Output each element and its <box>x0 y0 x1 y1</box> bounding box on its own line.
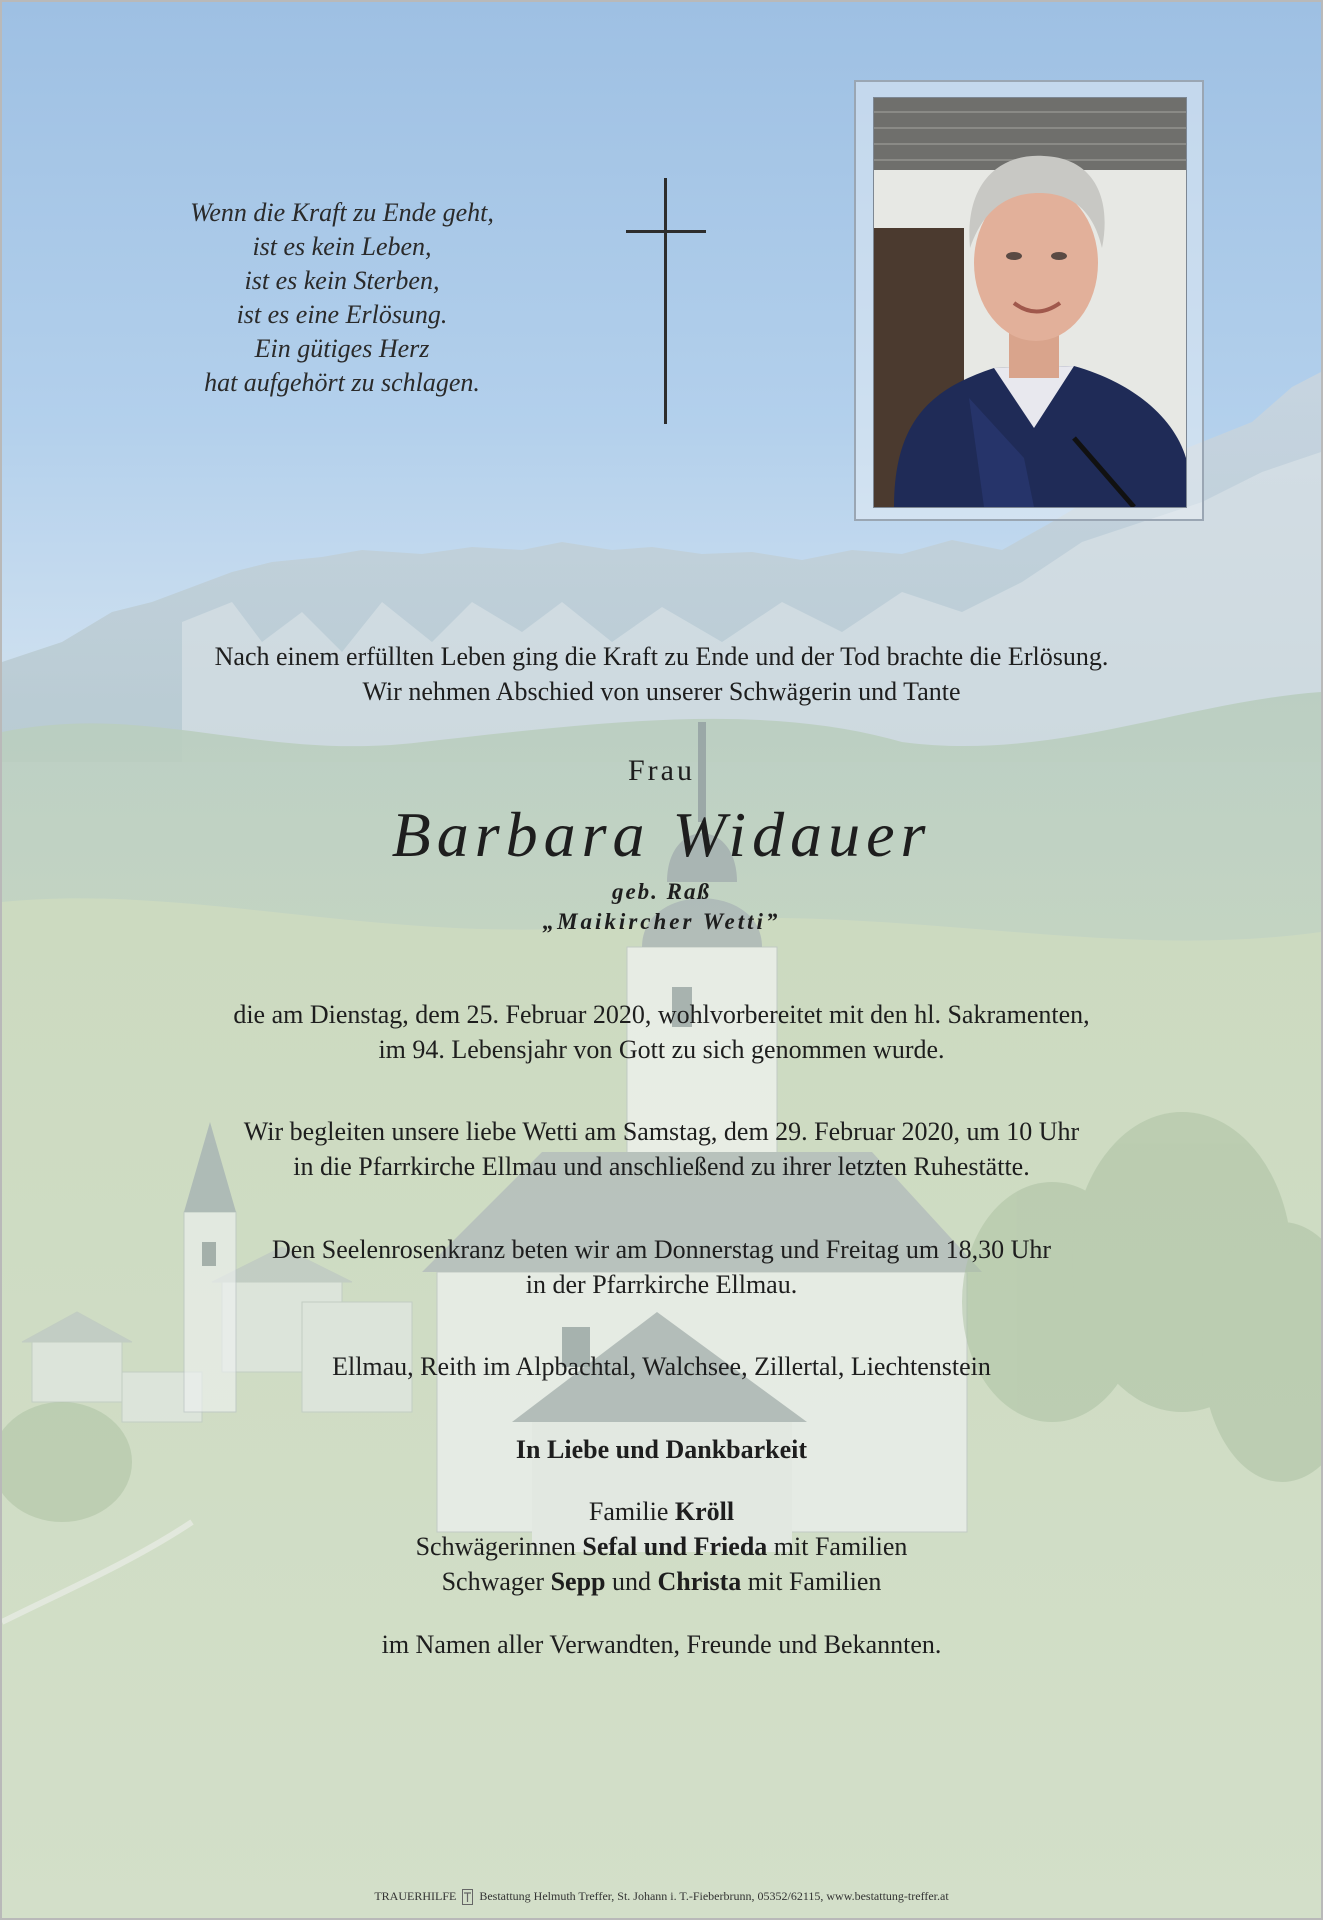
death-notice <box>2 997 1321 1067</box>
deceased-name: Barbara Widauer <box>391 799 932 870</box>
intro-line: Nach einem erfüllten Leben ging die Kraft zu Ende und der Tod brachte die Erlösung. <box>214 642 1109 671</box>
cross-icon <box>626 178 706 426</box>
mourner-prefix: Schwägerinnen <box>415 1532 583 1561</box>
treffer-logo-icon <box>462 1889 473 1905</box>
funeral-line: in die Pfarrkirche Ellmau und anschließend zu ihrer letzten Ruhestätte. <box>293 1152 1030 1181</box>
salutation: Frau <box>628 754 695 787</box>
funeral-notice <box>2 1114 1321 1184</box>
mourner-line <box>2 1529 1321 1564</box>
footer-text: Bestattung Helmuth Treffer, St. Johann i. T.-Fieberbrunn, 05352/62115, www.bestattung-treffer.at <box>479 1889 949 1903</box>
death-line: die am Dienstag, dem 25. Februar 2020, wohlvorbereitet mit den hl. Sakramenten, <box>233 1000 1090 1029</box>
portrait-frame <box>854 80 1204 521</box>
nickname: „Maikircher Wetti” <box>542 909 781 934</box>
rosary-notice <box>2 1232 1321 1302</box>
mourner-line <box>2 1494 1321 1529</box>
mourner-mid: und <box>605 1567 658 1596</box>
mourners-list <box>2 1494 1321 1599</box>
intro-line: Wir nehmen Abschied von unserer Schwägerin und Tante <box>362 677 961 706</box>
birth-name: geb. Raß <box>611 879 712 904</box>
mourner-line <box>2 1564 1321 1599</box>
death-line: im 94. Lebensjahr von Gott zu sich genommen wurde. <box>378 1035 945 1064</box>
poem-line: ist es kein Leben, <box>252 232 432 261</box>
portrait-photo <box>873 97 1187 508</box>
places-line: Ellmau, Reith im Alpbachtal, Walchsee, Zillertal, Liechtenstein <box>332 1352 991 1381</box>
mourner-name: Sepp <box>550 1567 606 1596</box>
footer-brand: TRAUERHILFE <box>374 1889 457 1903</box>
poem-line: ist es eine Erlösung. <box>236 300 448 329</box>
memorial-poem <box>122 196 562 400</box>
mourner-prefix: Familie <box>588 1497 675 1526</box>
mourner-prefix: Schwager <box>441 1567 551 1596</box>
intro-text <box>2 639 1321 709</box>
poem-line: Wenn die Kraft zu Ende geht, <box>190 198 494 227</box>
poem-line: hat aufgehört zu schlagen. <box>204 368 480 397</box>
mourner-name: Kröll <box>674 1497 735 1526</box>
funeral-line: Wir begleiten unsere liebe Wetti am Samstag, dem 29. Februar 2020, um 10 Uhr <box>243 1117 1080 1146</box>
mourner-suffix: mit Familien <box>767 1532 908 1561</box>
mourner-name: Christa <box>657 1567 742 1596</box>
footer <box>2 1888 1321 1905</box>
mourner-suffix: mit Familien <box>741 1567 882 1596</box>
thanks-heading: In Liebe und Dankbarkeit <box>515 1435 808 1464</box>
poem-line: ist es kein Sterben, <box>244 266 440 295</box>
rosary-line: in der Pfarrkirche Ellmau. <box>525 1270 798 1299</box>
rosary-line: Den Seelenrosenkranz beten wir am Donnerstag und Freitag um 18,30 Uhr <box>271 1235 1052 1264</box>
mourner-name: Sefal und Frieda <box>582 1532 768 1561</box>
closing-line: im Namen aller Verwandten, Freunde und Bekannten. <box>381 1630 942 1659</box>
poem-line: Ein gütiges Herz <box>254 334 430 363</box>
